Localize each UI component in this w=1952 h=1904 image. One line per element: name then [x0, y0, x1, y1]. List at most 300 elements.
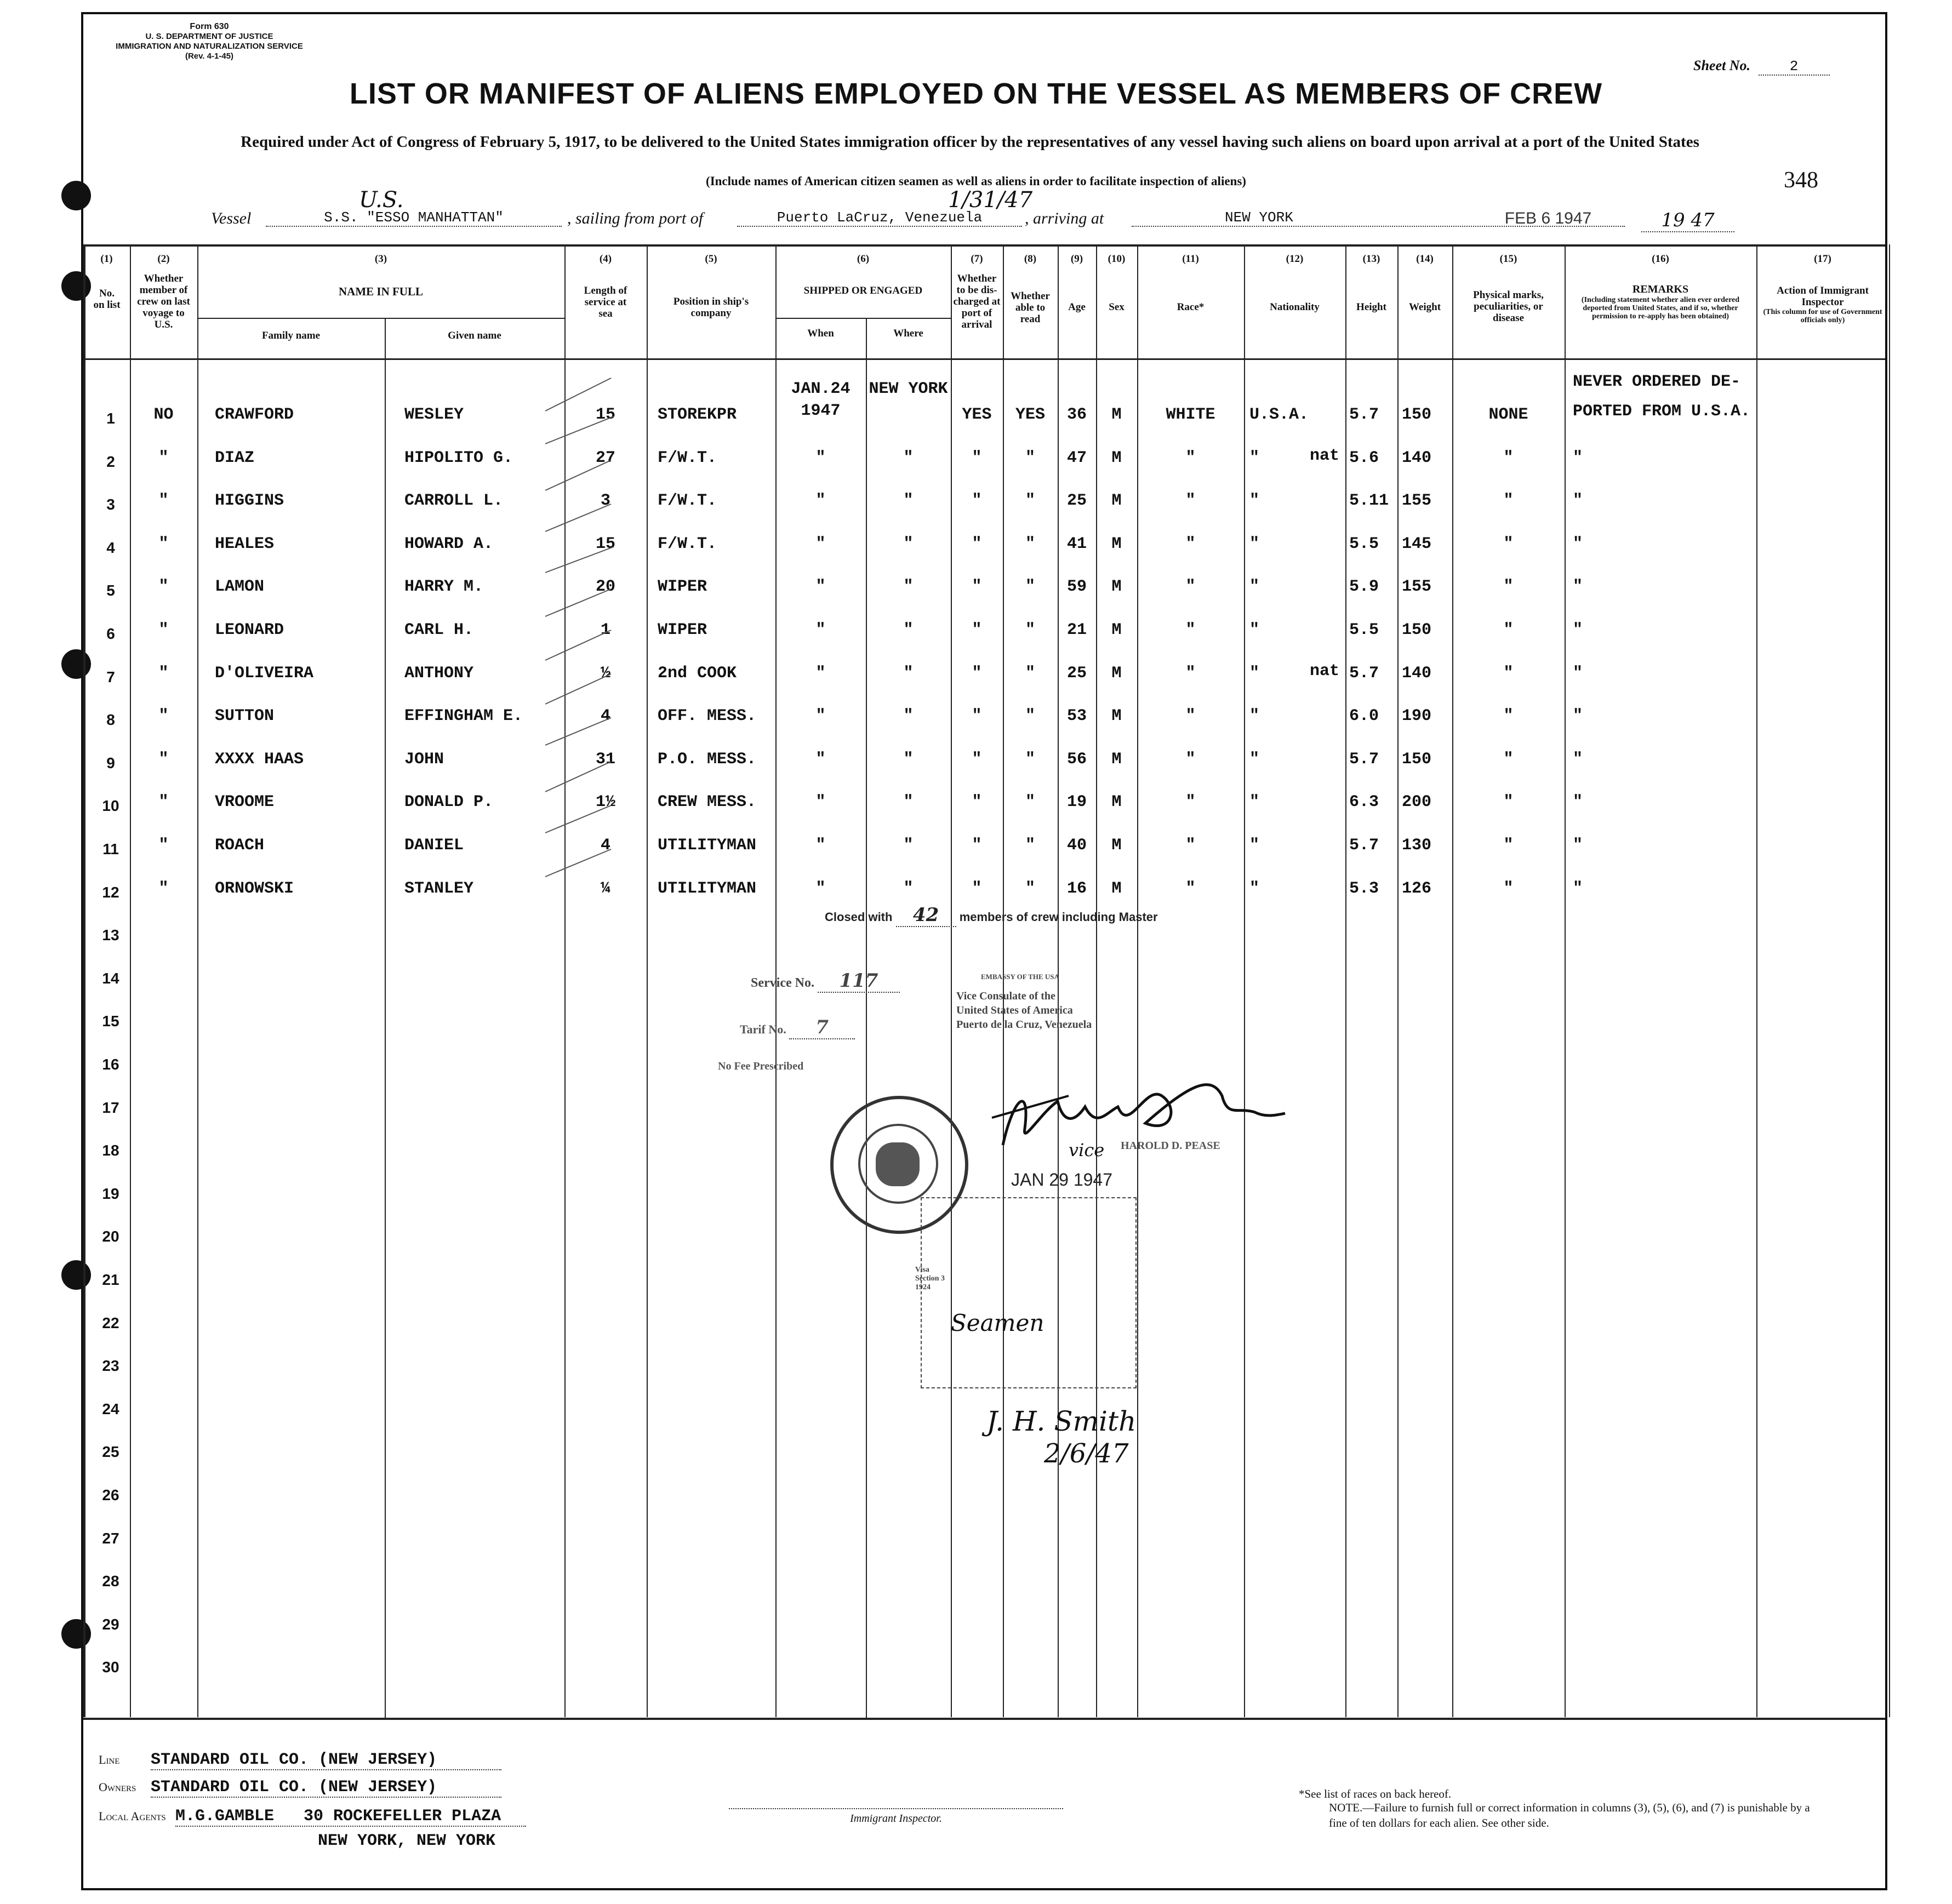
- cell-disch: ": [972, 448, 982, 467]
- cell-sex: M: [1111, 621, 1122, 639]
- cell-prev: ": [158, 707, 169, 726]
- vessel-label: Vessel: [211, 209, 252, 227]
- row-number: 30: [102, 1659, 119, 1676]
- cell-prev: ": [158, 448, 169, 467]
- subtitle: Required under Act of Congress of February 5, 1917, to be delivered to the United States immigration officer by the representatives of any vessel having such aliens on board upon arrival at a port of the United States: [241, 133, 1699, 151]
- cell-position: 2nd COOK: [658, 664, 737, 683]
- arrival-date-stamp: FEB 6 1947: [1504, 209, 1592, 227]
- agents-field: Local Agents M.G.GAMBLE 30 ROCKEFELLER PLAZA: [99, 1807, 526, 1827]
- col3-num: (3): [374, 253, 387, 265]
- cell-position: UTILITYMAN: [658, 879, 757, 898]
- col-position: Position in ship's company: [673, 296, 749, 319]
- service: IMMIGRATION AND NATURALIZATION SERVICE: [116, 42, 303, 51]
- cell-disch: ": [972, 750, 982, 769]
- cell-prev: ": [158, 621, 169, 639]
- cell-sex: M: [1111, 534, 1122, 553]
- col1-num: (1): [100, 253, 113, 265]
- cell-where: ": [903, 578, 914, 597]
- form-number-block: [94, 22, 324, 61]
- row-number: 10: [102, 797, 119, 815]
- cell-remarks: NEVER ORDERED DE- PORTED FROM U.S.A.: [1573, 373, 1751, 421]
- cell-family: HEALES: [215, 534, 275, 553]
- cell-height: 6.0: [1349, 707, 1379, 726]
- cell-marks: ": [1503, 750, 1514, 769]
- cell-position: OFF. MESS.: [658, 707, 757, 726]
- eagle-emblem: [876, 1142, 920, 1186]
- cell-race: ": [1185, 707, 1196, 726]
- cell-service: 15: [595, 405, 615, 424]
- visa-box: [921, 1197, 1137, 1388]
- line-field: Line STANDARD OIL CO. (NEW JERSEY): [99, 1751, 501, 1770]
- cell-remarks: ": [1573, 879, 1583, 898]
- cell-position: F/W.T.: [658, 448, 717, 467]
- cell-remarks: ": [1573, 836, 1583, 855]
- cell-family: HIGGINS: [215, 491, 284, 511]
- cell-height: 5.3: [1349, 879, 1379, 898]
- form-number: Form 630: [190, 22, 229, 31]
- sheet-number: [1693, 58, 1830, 76]
- col7-num: (7): [971, 253, 983, 265]
- sailing-date-handwritten: 1/31/47: [948, 187, 1033, 213]
- col16-num: (16): [1652, 253, 1669, 265]
- cell-disch: ": [972, 578, 982, 597]
- cell-sex: M: [1111, 448, 1122, 467]
- tariff-no: Tarif No. 7: [740, 1016, 855, 1039]
- cell-service: 20: [595, 578, 615, 597]
- col-nationality: Nationality: [1270, 301, 1320, 313]
- cell-service: 4: [600, 836, 610, 855]
- inspector-label: Immigrant Inspector.: [850, 1812, 942, 1825]
- row-number: 12: [102, 883, 119, 901]
- cell-where: ": [903, 448, 914, 467]
- cell-weight: 150: [1402, 405, 1432, 424]
- col9-num: (9): [1070, 253, 1083, 265]
- sheet-label: Sheet No.: [1693, 58, 1750, 73]
- cell-where: ": [903, 750, 914, 769]
- cell-given: CARROLL L.: [404, 491, 504, 511]
- cell-remarks: ": [1573, 707, 1583, 726]
- cell-nat-note: nat: [1310, 446, 1340, 465]
- cell-nat: ": [1249, 621, 1260, 639]
- embassy-label: EMBASSY OF THE USA: [981, 973, 1059, 981]
- consulate-block: Vice Consulate of the United States of America Puerto de la Cruz, Venezuela: [956, 990, 1092, 1031]
- col-age: Age: [1068, 301, 1086, 313]
- cell-position: CREW MESS.: [658, 793, 757, 812]
- cell-family: VROOME: [215, 793, 275, 812]
- cell-age: 53: [1066, 707, 1087, 726]
- cell-family: CRAWFORD: [215, 405, 294, 424]
- cell-age: 25: [1066, 664, 1087, 683]
- inspector-signature: J. H. Smith: [986, 1405, 1137, 1437]
- cell-marks: ": [1503, 836, 1514, 855]
- cell-prev: ": [158, 750, 169, 769]
- cell-nat: ": [1249, 664, 1260, 683]
- cell-family: ROACH: [215, 836, 265, 855]
- cell-position: WIPER: [658, 621, 707, 639]
- page-title: LIST OR MANIFEST OF ALIENS EMPLOYED ON THE VESSEL AS MEMBERS OF CREW: [349, 77, 1603, 110]
- visa-section: Visa Section 3 1924: [915, 1266, 945, 1291]
- cell-when: ": [815, 664, 826, 683]
- cell-age: 21: [1066, 621, 1087, 639]
- cell-remarks: ": [1573, 491, 1583, 511]
- cell-family: LAMON: [215, 578, 265, 597]
- races-note: *See list of races on back hereof.: [1299, 1787, 1452, 1800]
- cell-family: LEONARD: [215, 621, 284, 639]
- cell-marks: ": [1503, 793, 1514, 812]
- col14-num: (14): [1416, 253, 1434, 265]
- col-weight: Weight: [1408, 301, 1441, 313]
- cell-position: P.O. MESS.: [658, 750, 757, 769]
- cell-marks: ": [1503, 707, 1514, 726]
- stamp-number: 348: [1784, 168, 1818, 193]
- cell-prev: ": [158, 793, 169, 812]
- cell-nat: ": [1249, 578, 1260, 597]
- col-prev-voyage: Whether member of crew on last voyage to U.S.: [137, 273, 190, 330]
- col-where: Where: [893, 328, 923, 339]
- cell-age: 59: [1066, 578, 1087, 597]
- cell-read: ": [1025, 534, 1035, 553]
- cell-height: 5.9: [1349, 578, 1379, 597]
- cell-when: ": [815, 793, 826, 812]
- cell-service: 15: [595, 534, 615, 553]
- cell-service: 1½: [595, 793, 615, 812]
- col-no-on-list: No. on list: [93, 288, 121, 311]
- cell-race: ": [1185, 879, 1196, 898]
- cell-given: JOHN: [404, 750, 444, 769]
- cell-disch: ": [972, 793, 982, 812]
- col-inspector-note: (This column for use of Government officials only): [1763, 308, 1882, 324]
- col-inspector-action: Action of Immigrant Inspector: [1777, 285, 1869, 308]
- cell-marks: ": [1503, 621, 1514, 639]
- cell-where: ": [903, 836, 914, 855]
- col-height: Height: [1356, 301, 1386, 313]
- col-remarks: REMARKS: [1632, 283, 1689, 295]
- cell-given: DANIEL: [404, 836, 464, 855]
- col17-num: (17): [1814, 253, 1831, 265]
- arriving-port: NEW YORK: [1132, 209, 1625, 227]
- cell-given: HOWARD A.: [404, 534, 494, 553]
- cell-read: ": [1025, 750, 1035, 769]
- cell-given: HIPOLITO G.: [404, 448, 513, 467]
- arriving-label: , arriving at: [1025, 209, 1104, 227]
- cell-read: ": [1025, 836, 1035, 855]
- cell-sex: M: [1111, 879, 1122, 898]
- cell-disch: ": [972, 836, 982, 855]
- cell-nat-note: nat: [1310, 661, 1340, 681]
- cell-height: 5.7: [1349, 836, 1379, 855]
- cell-where: ": [903, 491, 914, 511]
- cell-when: ": [815, 578, 826, 597]
- col-able-read: Whether able to read: [1011, 290, 1050, 325]
- cell-marks: ": [1503, 879, 1514, 898]
- cell-race: ": [1185, 621, 1196, 639]
- cell-given: WESLEY: [404, 405, 464, 424]
- signer-name: HAROLD D. PEASE: [1121, 1140, 1220, 1152]
- cell-family: ORNOWSKI: [215, 879, 294, 898]
- cell-remarks: ": [1573, 578, 1583, 597]
- col11-num: (11): [1182, 253, 1199, 265]
- service-no: Service No. 117: [751, 970, 900, 993]
- cell-read: ": [1025, 793, 1035, 812]
- col10-num: (10): [1108, 253, 1126, 265]
- cell-disch: ": [972, 879, 982, 898]
- cell-marks: ": [1503, 491, 1514, 511]
- cell-sex: M: [1111, 793, 1122, 812]
- cell-weight: 155: [1402, 578, 1432, 597]
- owners-field: Owners STANDARD OIL CO. (NEW JERSEY): [99, 1778, 501, 1798]
- sailing-label: , sailing from port of: [567, 209, 704, 227]
- cell-read: YES: [1015, 405, 1045, 424]
- row-number: 21: [102, 1271, 119, 1288]
- cell-service: 4: [600, 707, 610, 726]
- cell-read: ": [1025, 621, 1035, 639]
- cell-nat: ": [1249, 879, 1260, 898]
- vessel-line: [211, 187, 1734, 231]
- col-length-service: Length of service at sea: [584, 285, 627, 319]
- cell-position: STOREKPR: [658, 405, 737, 424]
- cell-marks: ": [1503, 448, 1514, 467]
- cell-given: DONALD P.: [404, 793, 494, 812]
- cell-weight: 130: [1402, 836, 1432, 855]
- col-discharged: Whether to be dis-charged at port of arrival: [953, 273, 1001, 330]
- cell-where: ": [903, 621, 914, 639]
- inspector-date: 2/6/47: [1044, 1438, 1129, 1469]
- cell-where: ": [903, 534, 914, 553]
- col-shipped: SHIPPED OR ENGAGED: [803, 285, 923, 296]
- cell-prev: NO: [153, 405, 174, 424]
- cell-sex: M: [1111, 491, 1122, 511]
- row-number: 1: [106, 410, 115, 427]
- cell-read: ": [1025, 664, 1035, 683]
- sailing-port: Puerto LaCruz, Venezuela: [737, 209, 1022, 227]
- row-number: 17: [102, 1099, 119, 1116]
- cell-sex: M: [1111, 836, 1122, 855]
- vessel-name: S.S. "ESSO MANHATTAN": [266, 209, 562, 227]
- row-number: 28: [102, 1573, 119, 1590]
- cell-family: DIAZ: [215, 448, 255, 467]
- cell-remarks: ": [1573, 534, 1583, 553]
- col13-num: (13): [1362, 253, 1380, 265]
- cell-weight: 150: [1402, 621, 1432, 639]
- row-number: 13: [102, 927, 119, 944]
- include-note: (Include names of American citizen seamen as well as aliens in order to facilitate inspection of aliens): [706, 174, 1246, 188]
- cell-when: ": [815, 534, 826, 553]
- cell-family: D'OLIVEIRA: [215, 664, 314, 683]
- cell-age: 25: [1066, 491, 1087, 511]
- cell-weight: 140: [1402, 664, 1432, 683]
- cell-nat: ": [1249, 491, 1260, 511]
- cell-position: UTILITYMAN: [658, 836, 757, 855]
- cell-prev: ": [158, 836, 169, 855]
- cell-family: XXXX HAAS: [215, 750, 304, 769]
- row-number: 23: [102, 1357, 119, 1375]
- cell-sex: M: [1111, 707, 1122, 726]
- row-number: 6: [106, 625, 115, 642]
- cell-position: WIPER: [658, 578, 707, 597]
- cell-prev: ": [158, 879, 169, 898]
- cell-read: ": [1025, 578, 1035, 597]
- cell-sex: M: [1111, 405, 1122, 424]
- cell-weight: 126: [1402, 879, 1432, 898]
- cell-weight: 150: [1402, 750, 1432, 769]
- row-number: 14: [102, 969, 119, 987]
- agents-field-2: NEW YORK, NEW YORK: [318, 1832, 496, 1850]
- cell-when: ": [815, 448, 826, 467]
- cell-weight: 145: [1402, 534, 1432, 553]
- cell-height: 5.7: [1349, 405, 1379, 424]
- vessel-handwritten: U.S.: [359, 187, 404, 213]
- note-block: NOTE.—Failure to furnish full or correct information in columns (3), (5), (6), and (7) is punishable by a fine of ten dollars for each alien. See other side.: [1329, 1801, 1810, 1829]
- cell-given: EFFINGHAM E.: [404, 707, 523, 726]
- row-number: 20: [102, 1228, 119, 1245]
- cell-height: 5.11: [1349, 491, 1389, 511]
- cell-race: ": [1185, 836, 1196, 855]
- cell-given: ANTHONY: [404, 664, 474, 683]
- arrival-year: 19 47: [1641, 209, 1734, 232]
- cell-remarks: ": [1573, 621, 1583, 639]
- cell-disch: ": [972, 491, 982, 511]
- row-number: 9: [106, 754, 115, 771]
- row-number: 5: [106, 582, 115, 599]
- row-number: 8: [106, 711, 115, 729]
- cell-where: ": [903, 707, 914, 726]
- cell-age: 41: [1066, 534, 1087, 553]
- sheet-value: 2: [1759, 58, 1830, 76]
- cell-given: CARL H.: [404, 621, 474, 639]
- col-physical-marks: Physical marks, peculiarities, or disease: [1473, 289, 1544, 324]
- col-sex: Sex: [1109, 301, 1125, 313]
- cell-service: 3: [600, 491, 610, 511]
- cell-remarks: ": [1573, 750, 1583, 769]
- cell-race: ": [1185, 664, 1196, 683]
- cell-sex: M: [1111, 750, 1122, 769]
- cell-nat: ": [1249, 793, 1260, 812]
- cell-read: ": [1025, 491, 1035, 511]
- col-name-in-full: NAME IN FULL: [338, 285, 423, 298]
- cell-height: 5.6: [1349, 448, 1379, 467]
- cell-age: 40: [1066, 836, 1087, 855]
- cell-disch: ": [972, 534, 982, 553]
- cell-marks: ": [1503, 534, 1514, 553]
- cell-race: ": [1185, 534, 1196, 553]
- row-number: 4: [106, 539, 115, 556]
- cell-race: ": [1185, 793, 1196, 812]
- cell-sex: M: [1111, 578, 1122, 597]
- row-number: 22: [102, 1314, 119, 1331]
- cell-service: ¼: [600, 879, 610, 898]
- cell-weight: 140: [1402, 448, 1432, 467]
- cell-read: ": [1025, 879, 1035, 898]
- col-when: When: [807, 328, 834, 339]
- col4-num: (4): [599, 253, 612, 265]
- row-number: 3: [106, 496, 115, 513]
- cell-remarks: ": [1573, 793, 1583, 812]
- vice-note: vice: [1069, 1140, 1105, 1160]
- row-number: 19: [102, 1185, 119, 1202]
- cell-age: 47: [1066, 448, 1087, 467]
- cell-height: 5.5: [1349, 621, 1379, 639]
- cell-disch: YES: [962, 405, 992, 424]
- col-family-name: Family name: [261, 330, 321, 341]
- cell-when: ": [815, 621, 826, 639]
- cell-nat: ": [1249, 448, 1260, 467]
- cell-race: ": [1185, 448, 1196, 467]
- col-given-name: Given name: [448, 330, 501, 341]
- cell-race: ": [1185, 578, 1196, 597]
- row-number: 26: [102, 1486, 119, 1503]
- cell-weight: 200: [1402, 793, 1432, 812]
- cell-marks: NONE: [1488, 405, 1528, 424]
- cell-race: ": [1185, 491, 1196, 511]
- revision: (Rev. 4-1-45): [185, 52, 234, 61]
- col-remarks-note: (Including statement whether alien ever ordered deported from United States, and if so, whether permission to re-apply has been obtained): [1581, 296, 1740, 321]
- col15-num: (15): [1499, 253, 1517, 265]
- cell-nat: U.S.A.: [1249, 405, 1309, 424]
- cell-weight: 155: [1402, 491, 1432, 511]
- col2-num: (2): [157, 253, 170, 265]
- col12-num: (12): [1286, 253, 1304, 265]
- cell-given: HARRY M.: [404, 578, 484, 597]
- row-number: 29: [102, 1615, 119, 1633]
- closed-with: Closed with 42 members of crew including Master: [825, 904, 1158, 926]
- cell-age: 56: [1066, 750, 1087, 769]
- no-fee: No Fee Prescribed: [718, 1060, 804, 1072]
- col-race: Race*: [1177, 301, 1205, 313]
- cell-service: 1: [600, 621, 610, 639]
- cell-height: 6.3: [1349, 793, 1379, 812]
- cell-where: ": [903, 879, 914, 898]
- department: U. S. DEPARTMENT OF JUSTICE: [145, 32, 273, 41]
- row-number: 27: [102, 1529, 119, 1547]
- cell-prev: ": [158, 578, 169, 597]
- cell-nat: ": [1249, 707, 1260, 726]
- cell-sex: M: [1111, 664, 1122, 683]
- cell-height: 5.7: [1349, 664, 1379, 683]
- cell-prev: ": [158, 491, 169, 511]
- row-number: 15: [102, 1013, 119, 1030]
- cell-height: 5.7: [1349, 750, 1379, 769]
- cell-position: F/W.T.: [658, 491, 717, 511]
- cell-given: STANLEY: [404, 879, 474, 898]
- cell-read: ": [1025, 707, 1035, 726]
- cell-disch: ": [972, 707, 982, 726]
- cell-where: NEW YORK: [869, 380, 948, 398]
- cell-remarks: ": [1573, 448, 1583, 467]
- row-number: 11: [102, 840, 119, 857]
- row-number: 25: [102, 1443, 119, 1461]
- cell-prev: ": [158, 534, 169, 553]
- cell-when: ": [815, 879, 826, 898]
- cell-nat: ": [1249, 750, 1260, 769]
- cell-when: ": [815, 707, 826, 726]
- cell-remarks: ": [1573, 664, 1583, 683]
- cell-age: 36: [1066, 405, 1087, 424]
- cell-service: 31: [595, 750, 615, 769]
- row-number: 18: [102, 1142, 119, 1159]
- cell-read: ": [1025, 448, 1035, 467]
- cell-nat: ": [1249, 534, 1260, 553]
- cell-disch: ": [972, 664, 982, 683]
- cell-when: ": [815, 491, 826, 511]
- cell-service: ½: [600, 664, 610, 683]
- cell-position: F/W.T.: [658, 534, 717, 553]
- cell-where: ": [903, 664, 914, 683]
- col8-num: (8): [1024, 253, 1037, 265]
- cell-age: 16: [1066, 879, 1087, 898]
- stamp-date: JAN 29 1947: [1011, 1170, 1113, 1190]
- cell-marks: ": [1503, 578, 1514, 597]
- cell-race: ": [1185, 750, 1196, 769]
